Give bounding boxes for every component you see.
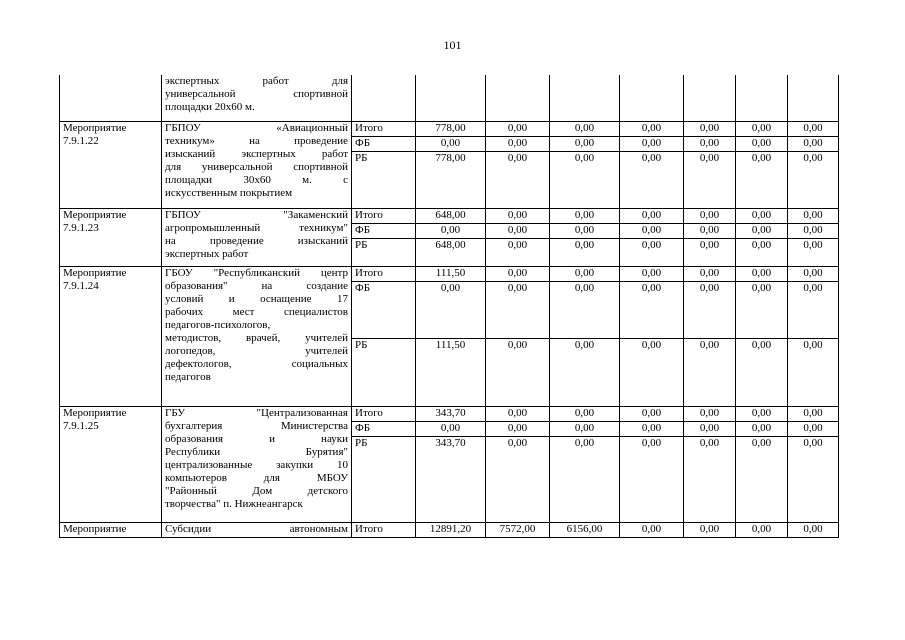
desc-line: компьютеров для МБОУ [165, 471, 348, 484]
value-cell: 0,00 [550, 238, 620, 266]
description-cell [162, 406, 352, 522]
value-cell: 0,00 [486, 281, 550, 338]
funding-source-cell: РБ [352, 436, 416, 522]
value-cell: 0,00 [736, 223, 788, 238]
table-row [60, 75, 839, 121]
value-cell: 0,00 [486, 121, 550, 136]
value-cell: 0,00 [788, 406, 839, 421]
desc-line: агропромышленный техникум" [165, 221, 348, 234]
value-cell: 0,00 [788, 338, 839, 406]
value-cell: 0,00 [550, 136, 620, 151]
value-cell [550, 75, 620, 121]
value-cell: 0,00 [736, 238, 788, 266]
value-cell: 0,00 [486, 338, 550, 406]
funding-source-cell: Итого [352, 121, 416, 136]
value-cell: 0,00 [620, 208, 684, 223]
funding-source-cell: Итого [352, 522, 416, 537]
desc-line: искусственным покрытием [165, 186, 293, 199]
value-cell: 0,00 [486, 238, 550, 266]
value-cell: 0,00 [486, 436, 550, 522]
value-cell [486, 75, 550, 121]
description-cell [162, 121, 352, 208]
event-cell [60, 266, 162, 406]
value-cell: 0,00 [620, 436, 684, 522]
value-cell: 111,50 [416, 266, 486, 281]
value-cell: 0,00 [788, 238, 839, 266]
value-cell: 778,00 [416, 121, 486, 136]
description-cell [162, 75, 352, 121]
desc-line: техникум» на проведение [165, 134, 348, 147]
value-cell: 0,00 [550, 406, 620, 421]
value-cell: 0,00 [736, 208, 788, 223]
value-cell: 0,00 [620, 421, 684, 436]
event-line: Мероприятие [63, 266, 127, 279]
value-cell: 0,00 [684, 121, 736, 136]
funding-source-cell: Итого [352, 208, 416, 223]
table-row [60, 208, 839, 223]
desc-line: методистов, врачей, учителей [165, 331, 348, 344]
value-cell: 0,00 [684, 406, 736, 421]
desc-line: ГБУ "Централизованная [165, 406, 348, 419]
desc-line: изысканий экспертных работ [165, 147, 348, 160]
funding-source-cell: ФБ [352, 281, 416, 338]
value-cell: 0,00 [684, 238, 736, 266]
value-cell: 0,00 [684, 421, 736, 436]
desc-line: образования" на создание [165, 279, 348, 292]
desc-line: педагогов-психологов, [165, 318, 271, 331]
value-cell: 0,00 [736, 421, 788, 436]
value-cell: 0,00 [736, 281, 788, 338]
desc-line: универсальной спортивной [165, 88, 348, 100]
desc-line: бухгалтерия Министерства [165, 419, 348, 432]
value-cell: 0,00 [736, 121, 788, 136]
value-cell: 0,00 [416, 136, 486, 151]
description-cell [162, 208, 352, 266]
value-cell: 0,00 [788, 281, 839, 338]
desc-line: для универсальной спортивной [165, 160, 348, 173]
table-row [60, 266, 839, 281]
value-cell: 0,00 [736, 522, 788, 537]
desc-line: педагогов [165, 370, 211, 383]
value-cell: 0,00 [684, 522, 736, 537]
value-cell: 0,00 [550, 436, 620, 522]
desc-line: площадки 30х60 м. с [165, 173, 348, 186]
value-cell: 0,00 [486, 208, 550, 223]
value-cell: 0,00 [788, 208, 839, 223]
event-line: Мероприятие [63, 406, 127, 419]
value-cell: 0,00 [550, 281, 620, 338]
value-cell [684, 75, 736, 121]
event-cell [60, 121, 162, 208]
value-cell: 648,00 [416, 238, 486, 266]
value-cell: 0,00 [684, 223, 736, 238]
funding-source-cell: ФБ [352, 136, 416, 151]
funding-source-cell: ФБ [352, 421, 416, 436]
event-cell [60, 406, 162, 522]
value-cell: 111,50 [416, 338, 486, 406]
desc-line: на проведение изысканий [165, 234, 348, 247]
budget-table [59, 75, 839, 538]
value-cell: 0,00 [788, 121, 839, 136]
funding-source-cell: Итого [352, 406, 416, 421]
source-cell [352, 75, 416, 121]
value-cell: 0,00 [416, 421, 486, 436]
event-cell: Мероприятие [60, 522, 162, 537]
value-cell: 0,00 [736, 136, 788, 151]
value-cell: 0,00 [788, 223, 839, 238]
value-cell: 0,00 [788, 266, 839, 281]
value-cell: 0,00 [550, 421, 620, 436]
value-cell: 0,00 [550, 266, 620, 281]
desc-line: логопедов, учителей [165, 344, 348, 357]
desc-line: творчества" п. Нижнеангарск [165, 497, 303, 510]
value-cell: 0,00 [550, 223, 620, 238]
value-cell: 0,00 [684, 136, 736, 151]
event-cell [60, 75, 162, 121]
value-cell: 0,00 [550, 208, 620, 223]
value-cell: 0,00 [486, 223, 550, 238]
description-cell: Субсидии автономным [162, 522, 352, 537]
value-cell: 0,00 [620, 281, 684, 338]
value-cell: 0,00 [684, 208, 736, 223]
value-cell: 0,00 [620, 151, 684, 208]
event-line: Мероприятие [63, 208, 127, 221]
desc-line: дефектологов, социальных [165, 357, 348, 370]
value-cell: 0,00 [684, 281, 736, 338]
funding-source-cell: РБ [352, 338, 416, 406]
value-cell: 0,00 [736, 406, 788, 421]
funding-source-cell: Итого [352, 266, 416, 281]
table-row [60, 522, 839, 537]
value-cell: 0,00 [416, 223, 486, 238]
value-cell: 0,00 [684, 338, 736, 406]
desc-line: ГБПОУ "Закаменский [165, 208, 348, 221]
desc-line: Республики Бурятия" [165, 445, 348, 458]
value-cell: 7572,00 [486, 522, 550, 537]
value-cell: 0,00 [736, 436, 788, 522]
value-cell: 0,00 [550, 151, 620, 208]
value-cell: 778,00 [416, 151, 486, 208]
value-cell: 0,00 [416, 281, 486, 338]
value-cell: 6156,00 [550, 522, 620, 537]
value-cell: 0,00 [788, 522, 839, 537]
value-cell: 0,00 [788, 151, 839, 208]
value-cell: 0,00 [486, 406, 550, 421]
desc-line: "Районный Дом детского [165, 484, 348, 497]
value-cell: 0,00 [684, 266, 736, 281]
table-row [60, 406, 839, 421]
value-cell: 648,00 [416, 208, 486, 223]
funding-source-cell: РБ [352, 151, 416, 208]
value-cell: 0,00 [620, 338, 684, 406]
desc-line: рабочих мест специалистов [165, 305, 348, 318]
desc-line: централизованные закупки 10 [165, 458, 348, 471]
value-cell: 0,00 [620, 522, 684, 537]
value-cell: 0,00 [788, 136, 839, 151]
desc-line: образования и науки [165, 432, 348, 445]
value-cell: 343,70 [416, 406, 486, 421]
value-cell: 0,00 [788, 421, 839, 436]
value-cell: 0,00 [550, 121, 620, 136]
value-cell: 343,70 [416, 436, 486, 522]
value-cell: 0,00 [486, 266, 550, 281]
value-cell [620, 75, 684, 121]
desc-line: условий и оснащение 17 [165, 292, 348, 305]
value-cell: 0,00 [620, 136, 684, 151]
desc-line: ГБОУ "Республиканский центр [165, 266, 348, 279]
desc-line: ГБПОУ «Авиационный [165, 121, 348, 134]
event-line: 7.9.1.24 [63, 279, 99, 292]
value-cell: 0,00 [684, 436, 736, 522]
event-line: 7.9.1.25 [63, 419, 99, 432]
table-row [60, 121, 839, 136]
value-cell [788, 75, 839, 121]
value-cell: 12891,20 [416, 522, 486, 537]
event-line: 7.9.1.22 [63, 134, 99, 147]
value-cell: 0,00 [620, 266, 684, 281]
value-cell: 0,00 [620, 406, 684, 421]
value-cell: 0,00 [620, 121, 684, 136]
funding-source-cell: РБ [352, 238, 416, 266]
desc-line: экспертных работ для [165, 75, 348, 87]
value-cell: 0,00 [736, 151, 788, 208]
desc-line: экспертных работ [165, 247, 249, 260]
description-cell [162, 266, 352, 406]
event-line: 7.9.1.23 [63, 221, 99, 234]
value-cell: 0,00 [788, 436, 839, 522]
value-cell: 0,00 [736, 338, 788, 406]
value-cell: 0,00 [620, 238, 684, 266]
value-cell [736, 75, 788, 121]
page-number: 101 [443, 38, 462, 52]
value-cell [416, 75, 486, 121]
funding-source-cell: ФБ [352, 223, 416, 238]
event-line: Мероприятие [63, 121, 127, 134]
event-cell [60, 208, 162, 266]
value-cell: 0,00 [620, 223, 684, 238]
value-cell: 0,00 [486, 136, 550, 151]
value-cell: 0,00 [550, 338, 620, 406]
value-cell: 0,00 [486, 421, 550, 436]
value-cell: 0,00 [486, 151, 550, 208]
value-cell: 0,00 [736, 266, 788, 281]
desc-line: площадки 20х60 м. [165, 101, 255, 113]
value-cell: 0,00 [684, 151, 736, 208]
